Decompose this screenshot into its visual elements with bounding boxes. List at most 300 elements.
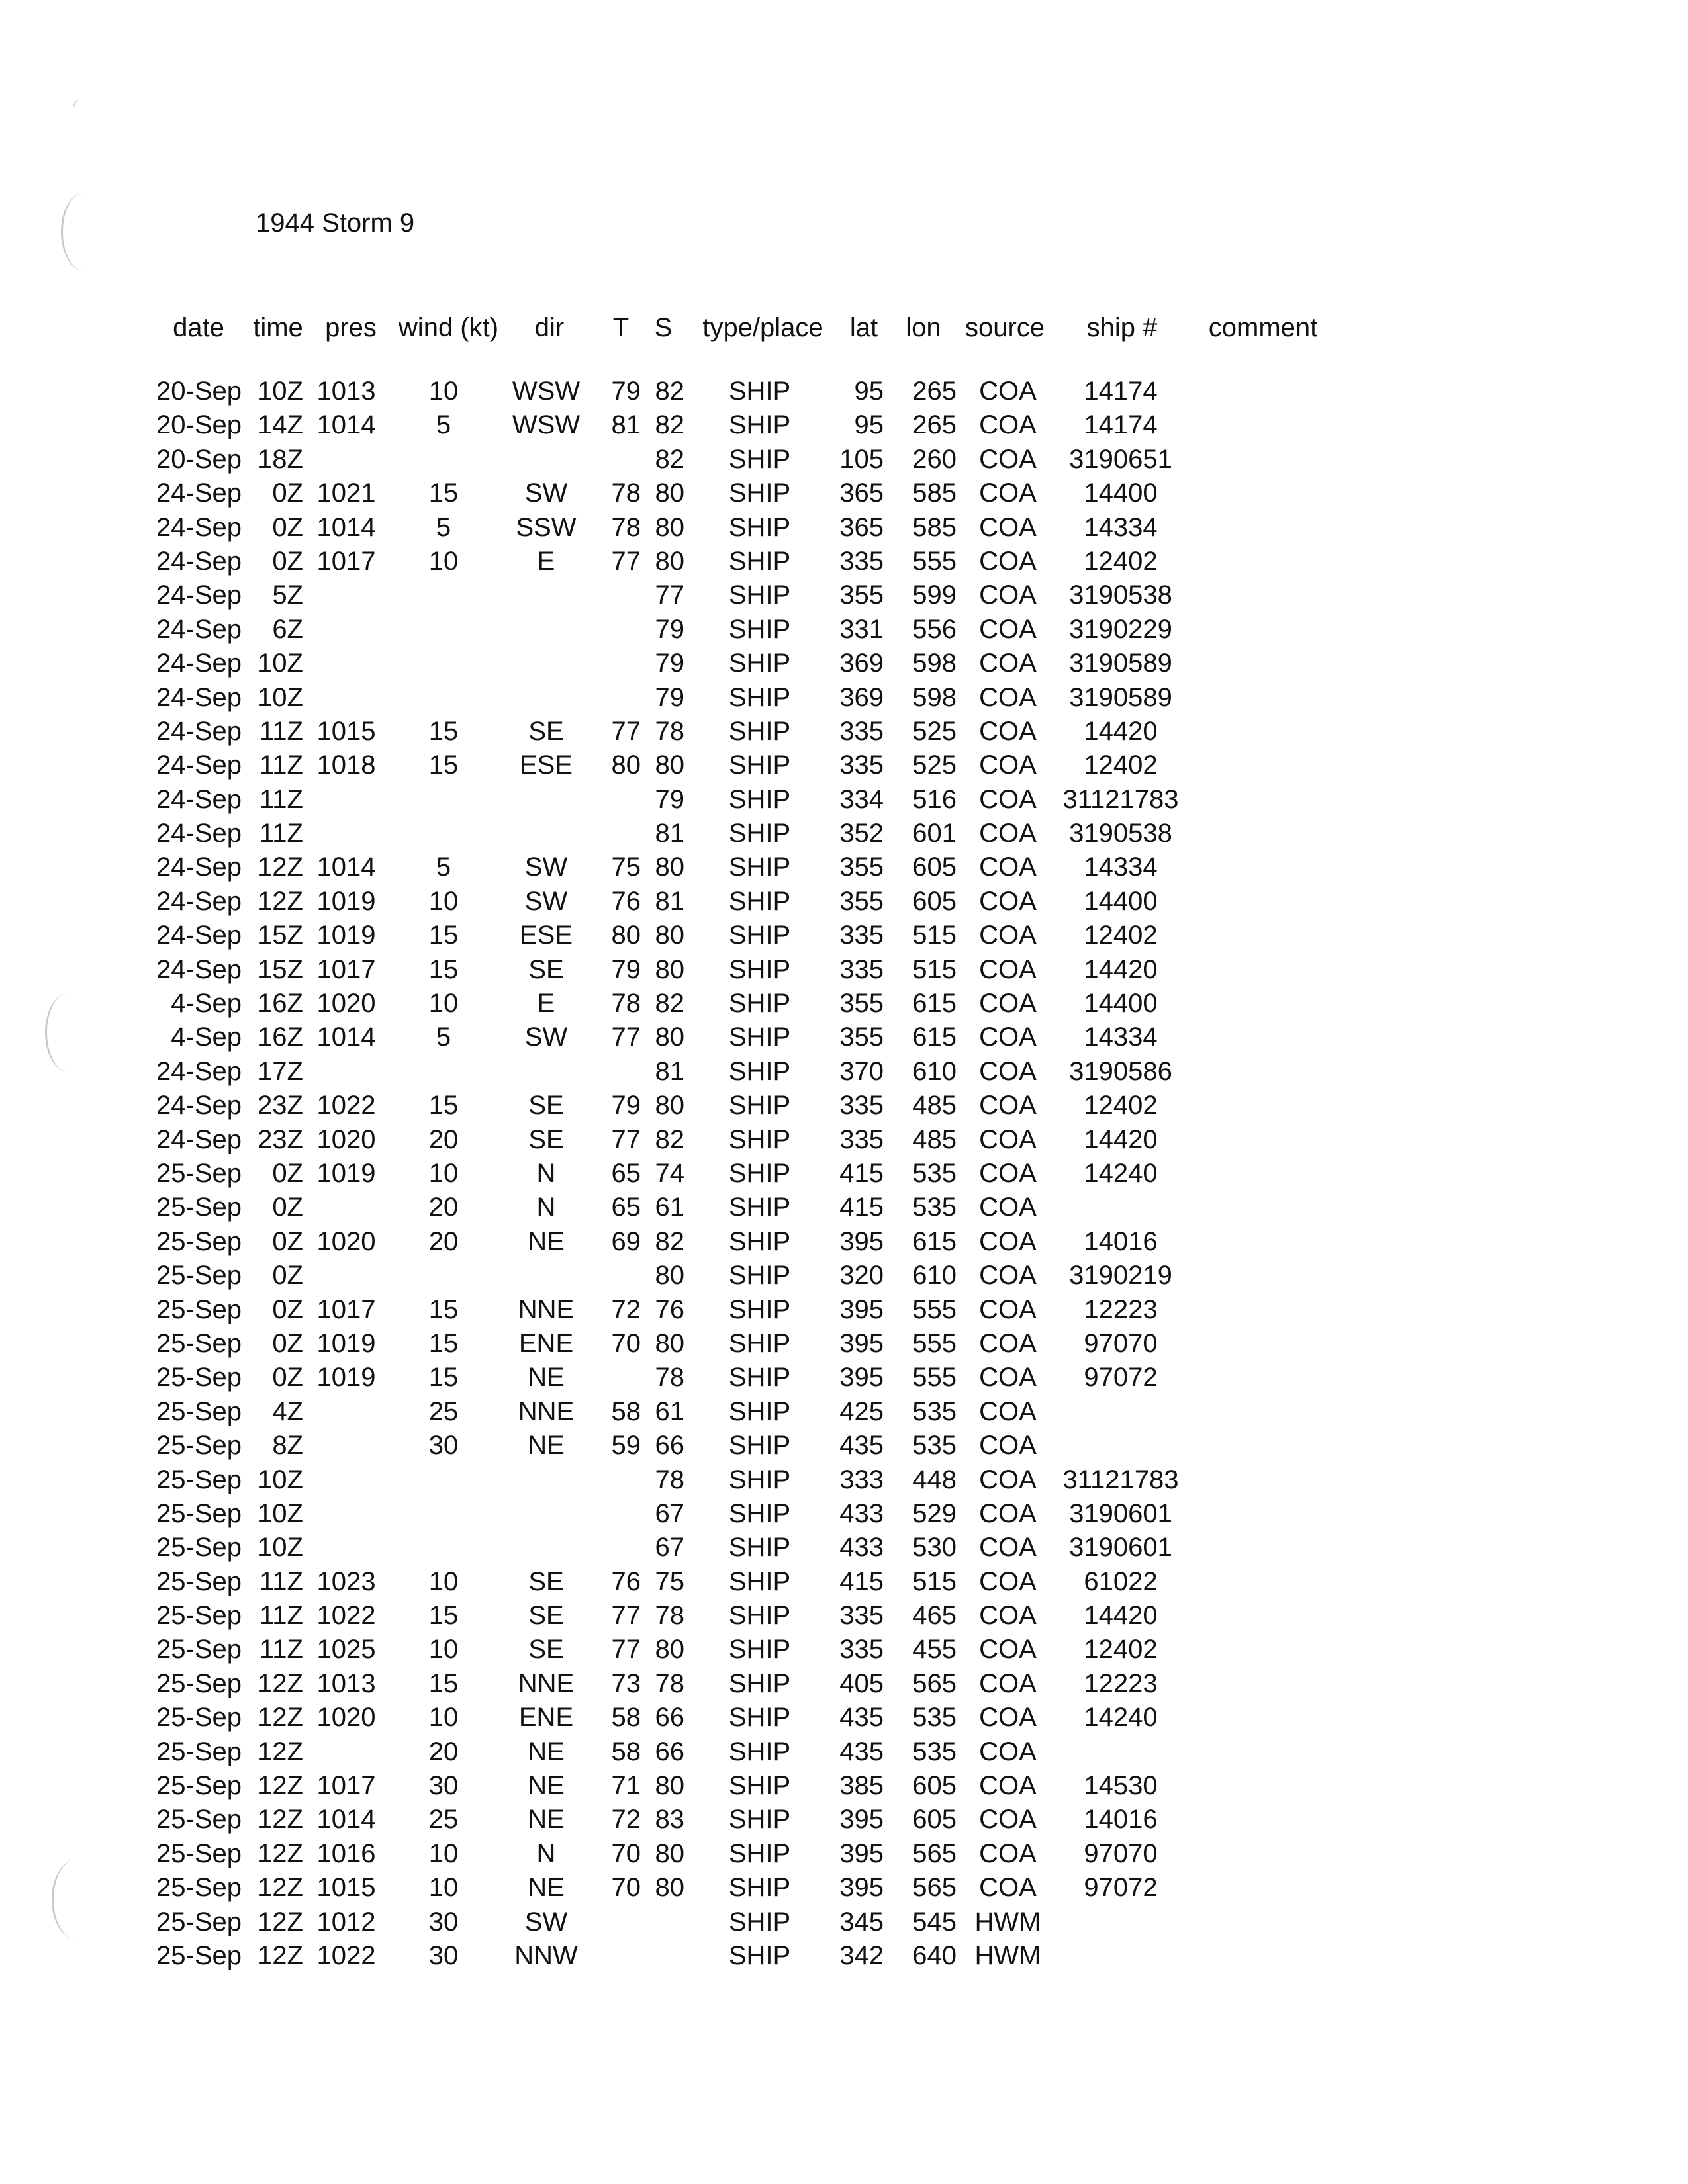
cell-date: 24-Sep [156,478,242,508]
cell-s: 78 [655,716,684,746]
cell-s: 83 [655,1805,684,1835]
cell-lon: 565 [912,1873,957,1903]
cell-pres: 1014 [316,1023,376,1052]
cell-source: COA [979,1498,1037,1528]
cell-ship-number: 97072 [1084,1363,1158,1392]
cell-lon: 555 [912,1295,957,1324]
table-row [0,1089,1688,1122]
cell-pres: 1017 [316,1295,376,1324]
cell-lat: 335 [839,1091,884,1120]
cell-source: COA [979,1431,1037,1461]
table-row [0,1225,1688,1259]
cell-type-place: SHIP [728,1091,791,1120]
cell-time: 12Z [258,1703,303,1733]
cell-wind: 10 [428,1703,459,1733]
cell-wind: 5 [436,852,451,882]
cell-t: 77 [611,1601,641,1631]
cell-date: 24-Sep [156,819,242,848]
cell-s: 80 [655,852,684,882]
cell-source: COA [979,682,1037,712]
table-row [0,408,1688,442]
cell-t: 79 [611,954,641,984]
cell-pres: 1022 [316,1601,376,1631]
cell-ship-number: 14016 [1084,1805,1158,1835]
cell-lon: 535 [912,1396,957,1426]
cell-t: 78 [611,478,641,508]
cell-lon: 585 [912,478,957,508]
cell-lat: 335 [839,954,884,984]
cell-type-place: SHIP [728,1396,791,1426]
cell-lat: 335 [839,921,884,950]
cell-lat: 395 [839,1805,884,1835]
cell-lat: 95 [854,410,884,440]
cell-s: 66 [655,1431,684,1461]
cell-s: 79 [655,784,684,814]
cell-type-place: SHIP [728,921,791,950]
cell-time: 11Z [259,1635,303,1664]
cell-type-place: SHIP [728,1567,791,1596]
cell-lat: 395 [839,1873,884,1903]
cell-pres: 1020 [316,1124,376,1154]
cell-date: 25-Sep [156,1940,242,1970]
cell-dir: SE [528,954,564,984]
cell-lon: 265 [912,410,957,440]
table-row [0,817,1688,850]
cell-lat: 355 [839,580,884,610]
header-time: time [253,313,303,342]
cell-source: HWM [974,1940,1041,1970]
cell-t: 65 [611,1193,641,1222]
cell-lon: 598 [912,649,957,678]
cell-t: 70 [611,1328,641,1358]
cell-dir: SW [524,478,568,508]
cell-t: 71 [611,1771,641,1801]
cell-s: 78 [655,1363,684,1392]
cell-ship-number: 14016 [1084,1226,1158,1256]
cell-time: 15Z [258,921,303,950]
cell-lon: 485 [912,1091,957,1120]
cell-type-place: SHIP [728,444,791,474]
binder-hole-top [61,192,109,271]
cell-pres: 1021 [316,478,376,508]
cell-lon: 605 [912,852,957,882]
cell-pres: 1014 [316,852,376,882]
cell-lat: 369 [839,649,884,678]
cell-type-place: SHIP [728,1226,791,1256]
cell-pres: 1013 [316,1668,376,1698]
cell-time: 11Z [259,716,303,746]
cell-source: COA [979,989,1037,1019]
table-row [0,1055,1688,1089]
cell-t: 75 [611,852,641,882]
cell-source: COA [979,852,1037,882]
cell-dir: SE [528,716,564,746]
cell-s: 80 [655,1328,684,1358]
cell-ship-number: 12223 [1084,1295,1158,1324]
cell-source: COA [979,1158,1037,1188]
cell-t: 72 [611,1805,641,1835]
cell-lon: 260 [912,444,957,474]
cell-type-place: SHIP [728,682,791,712]
cell-ship-number: 3190601 [1069,1498,1172,1528]
cell-ship-number: 12402 [1084,921,1158,950]
cell-source: COA [979,954,1037,984]
cell-dir: SW [524,886,568,916]
header-comment: comment [1208,313,1318,342]
cell-type-place: SHIP [728,1023,791,1052]
cell-type-place: SHIP [728,1363,791,1392]
cell-s: 82 [655,444,684,474]
cell-s: 61 [655,1396,684,1426]
cell-type-place: SHIP [728,886,791,916]
cell-pres: 1014 [316,1805,376,1835]
cell-s: 82 [655,410,684,440]
cell-pres: 1020 [316,1226,376,1256]
cell-date: 25-Sep [156,1261,242,1291]
cell-lat: 435 [839,1737,884,1766]
cell-time: 12Z [258,1805,303,1835]
cell-t: 77 [611,1635,641,1664]
cell-s: 80 [655,1023,684,1052]
cell-wind: 15 [428,1363,459,1392]
header-ship-number: ship # [1086,313,1158,342]
cell-s: 75 [655,1567,684,1596]
cell-lon: 515 [912,954,957,984]
cell-wind: 15 [428,478,459,508]
cell-lat: 365 [839,512,884,542]
cell-s: 80 [655,1091,684,1120]
cell-ship-number: 3190651 [1069,444,1172,474]
cell-source: COA [979,1771,1037,1801]
cell-type-place: SHIP [728,1056,791,1086]
cell-wind: 20 [428,1737,459,1766]
cell-lat: 355 [839,852,884,882]
cell-time: 0Z [272,1295,303,1324]
cell-s: 82 [655,1226,684,1256]
cell-ship-number: 14174 [1084,410,1158,440]
cell-date: 24-Sep [156,682,242,712]
cell-lon: 610 [912,1261,957,1291]
cell-time: 12Z [258,1737,303,1766]
cell-time: 12Z [258,1873,303,1903]
cell-s: 66 [655,1737,684,1766]
cell-type-place: SHIP [728,751,791,780]
cell-t: 70 [611,1873,641,1903]
header-type-place: type/place [702,313,823,342]
cell-type-place: SHIP [728,1601,791,1631]
cell-time: 0Z [272,546,303,576]
cell-type-place: SHIP [728,1498,791,1528]
cell-dir: NE [528,1363,565,1392]
cell-ship-number: 3190229 [1069,614,1172,644]
header-s: S [654,313,673,342]
cell-date: 24-Sep [156,921,242,950]
cell-s: 80 [655,478,684,508]
cell-pres: 1019 [316,921,376,950]
cell-lon: 525 [912,716,957,746]
cell-lat: 435 [839,1703,884,1733]
cell-type-place: SHIP [728,784,791,814]
cell-wind: 15 [428,1295,459,1324]
cell-dir: E [537,989,555,1019]
cell-date: 25-Sep [156,1601,242,1631]
cell-time: 4Z [272,1396,303,1426]
cell-pres: 1022 [316,1940,376,1970]
cell-type-place: SHIP [728,1328,791,1358]
cell-date: 25-Sep [156,1907,242,1936]
cell-lat: 369 [839,682,884,712]
cell-ship-number: 31121783 [1062,1465,1179,1494]
cell-s: 81 [655,819,684,848]
cell-lon: 555 [912,546,957,576]
cell-pres: 1017 [316,546,376,576]
cell-date: 25-Sep [156,1839,242,1868]
cell-wind: 5 [436,410,451,440]
cell-pres: 1014 [316,512,376,542]
cell-wind: 10 [428,886,459,916]
table-row [0,1667,1688,1701]
cell-time: 14Z [258,410,303,440]
cell-lon: 598 [912,682,957,712]
cell-wind: 15 [428,1668,459,1698]
cell-ship-number: 61022 [1084,1567,1158,1596]
cell-lat: 415 [839,1193,884,1222]
cell-t: 77 [611,1124,641,1154]
cell-dir: SW [524,1023,568,1052]
cell-source: COA [979,1601,1037,1631]
table-row [0,1701,1688,1735]
cell-t: 77 [611,716,641,746]
cell-wind: 15 [428,716,459,746]
cell-s: 82 [655,377,684,406]
cell-date: 24-Sep [156,1124,242,1154]
cell-t: 77 [611,1023,641,1052]
table-row [0,1395,1688,1429]
header-lat: lat [849,313,878,342]
cell-s: 80 [655,512,684,542]
cell-s: 80 [655,954,684,984]
cell-ship-number: 3190538 [1069,580,1172,610]
cell-time: 16Z [258,1023,303,1052]
observation-table [0,375,1688,1973]
cell-s: 80 [655,921,684,950]
cell-dir: WSW [512,377,581,406]
cell-date: 25-Sep [156,1328,242,1358]
cell-time: 11Z [259,819,303,848]
cell-type-place: SHIP [728,1940,791,1970]
cell-t: 81 [611,410,641,440]
table-row [0,1191,1688,1224]
cell-date: 24-Sep [156,649,242,678]
cell-ship-number: 12402 [1084,546,1158,576]
cell-dir: N [536,1839,556,1868]
cell-time: 23Z [258,1124,303,1154]
cell-lon: 601 [912,819,957,848]
cell-source: COA [979,1226,1037,1256]
cell-wind: 20 [428,1226,459,1256]
cell-s: 81 [655,886,684,916]
table-row [0,511,1688,545]
cell-date: 25-Sep [156,1805,242,1835]
cell-time: 11Z [259,1567,303,1596]
cell-pres: 1019 [316,1328,376,1358]
cell-date: 24-Sep [156,751,242,780]
cell-lon: 545 [912,1907,957,1936]
cell-type-place: SHIP [728,1158,791,1188]
cell-source: COA [979,546,1037,576]
cell-lat: 385 [839,1771,884,1801]
table-row [0,987,1688,1021]
cell-pres: 1017 [316,1771,376,1801]
cell-lon: 535 [912,1737,957,1766]
cell-pres: 1014 [316,410,376,440]
cell-date: 24-Sep [156,852,242,882]
cell-t: 72 [611,1295,641,1324]
cell-pres: 1016 [316,1839,376,1868]
scan-mark [72,99,81,109]
cell-ship-number: 12402 [1084,1635,1158,1664]
table-row [0,1497,1688,1531]
cell-s: 80 [655,546,684,576]
cell-lon: 525 [912,751,957,780]
cell-ship-number: 14420 [1084,1601,1158,1631]
cell-dir: N [536,1193,556,1222]
cell-lon: 610 [912,1056,957,1086]
cell-t: 58 [611,1703,641,1733]
cell-lon: 535 [912,1193,957,1222]
cell-type-place: SHIP [728,1124,791,1154]
cell-date: 25-Sep [156,1635,242,1664]
cell-type-place: SHIP [728,546,791,576]
cell-source: COA [979,1328,1037,1358]
cell-wind: 30 [428,1940,459,1970]
cell-type-place: SHIP [728,954,791,984]
cell-pres: 1013 [316,377,376,406]
cell-lon: 535 [912,1158,957,1188]
table-row [0,1361,1688,1394]
cell-s: 78 [655,1601,684,1631]
cell-source: COA [979,819,1037,848]
cell-time: 0Z [272,1363,303,1392]
cell-type-place: SHIP [728,1261,791,1291]
cell-dir: ENE [518,1703,574,1733]
cell-source: COA [979,1805,1037,1835]
cell-lon: 448 [912,1465,957,1494]
cell-ship-number: 14240 [1084,1703,1158,1733]
cell-time: 12Z [258,1771,303,1801]
cell-lat: 395 [839,1226,884,1256]
cell-source: COA [979,1873,1037,1903]
cell-ship-number: 3190589 [1069,682,1172,712]
cell-date: 24-Sep [156,1056,242,1086]
cell-pres: 1019 [316,1158,376,1188]
cell-lat: 395 [839,1839,884,1868]
header-source: source [964,313,1045,342]
cell-s: 80 [655,1261,684,1291]
cell-time: 0Z [272,1261,303,1291]
cell-pres: 1018 [316,751,376,780]
cell-time: 0Z [272,512,303,542]
cell-lat: 355 [839,886,884,916]
cell-time: 0Z [272,478,303,508]
cell-time: 12Z [258,1907,303,1936]
cell-s: 78 [655,1668,684,1698]
header-t: T [612,313,630,342]
table-row [0,1021,1688,1054]
table-row [0,477,1688,510]
cell-lon: 599 [912,580,957,610]
cell-ship-number: 14400 [1084,886,1158,916]
cell-s: 80 [655,1635,684,1664]
cell-source: COA [979,921,1037,950]
cell-wind: 5 [436,1023,451,1052]
cell-lat: 395 [839,1328,884,1358]
cell-time: 18Z [258,444,303,474]
cell-lat: 415 [839,1158,884,1188]
cell-source: COA [979,580,1037,610]
cell-date: 25-Sep [156,1873,242,1903]
cell-date: 24-Sep [156,546,242,576]
cell-wind: 10 [428,1839,459,1868]
cell-s: 80 [655,1771,684,1801]
cell-time: 10Z [258,649,303,678]
cell-type-place: SHIP [728,1873,791,1903]
cell-source: COA [979,377,1037,406]
cell-dir: SE [528,1567,564,1596]
table-row [0,1599,1688,1633]
cell-t: 80 [611,921,641,950]
cell-wind: 15 [428,1091,459,1120]
table-row [0,850,1688,884]
cell-lat: 405 [839,1668,884,1698]
cell-ship-number: 14420 [1084,1124,1158,1154]
cell-lat: 352 [839,819,884,848]
table-row [0,443,1688,477]
cell-time: 11Z [259,784,303,814]
cell-lon: 515 [912,1567,957,1596]
cell-lat: 105 [839,444,884,474]
cell-ship-number: 3190586 [1069,1056,1172,1086]
cell-date: 25-Sep [156,1396,242,1426]
cell-pres: 1020 [316,1703,376,1733]
cell-pres: 1015 [316,1873,376,1903]
cell-s: 66 [655,1703,684,1733]
header-date: date [173,313,224,342]
cell-type-place: SHIP [728,1295,791,1324]
cell-lon: 535 [912,1703,957,1733]
cell-source: COA [979,1124,1037,1154]
table-row [0,1259,1688,1293]
cell-t: 58 [611,1396,641,1426]
cell-time: 10Z [258,1533,303,1563]
cell-wind: 10 [428,1567,459,1596]
cell-lat: 335 [839,716,884,746]
cell-source: COA [979,1839,1037,1868]
cell-lon: 615 [912,1023,957,1052]
cell-source: COA [979,1295,1037,1324]
cell-source: COA [979,478,1037,508]
cell-date: 24-Sep [156,716,242,746]
cell-t: 73 [611,1668,641,1698]
cell-type-place: SHIP [728,1907,791,1936]
cell-s: 80 [655,751,684,780]
cell-type-place: SHIP [728,1635,791,1664]
table-row [0,1837,1688,1871]
cell-dir: NE [528,1771,565,1801]
cell-s: 76 [655,1295,684,1324]
cell-time: 8Z [272,1431,303,1461]
cell-date: 25-Sep [156,1193,242,1222]
